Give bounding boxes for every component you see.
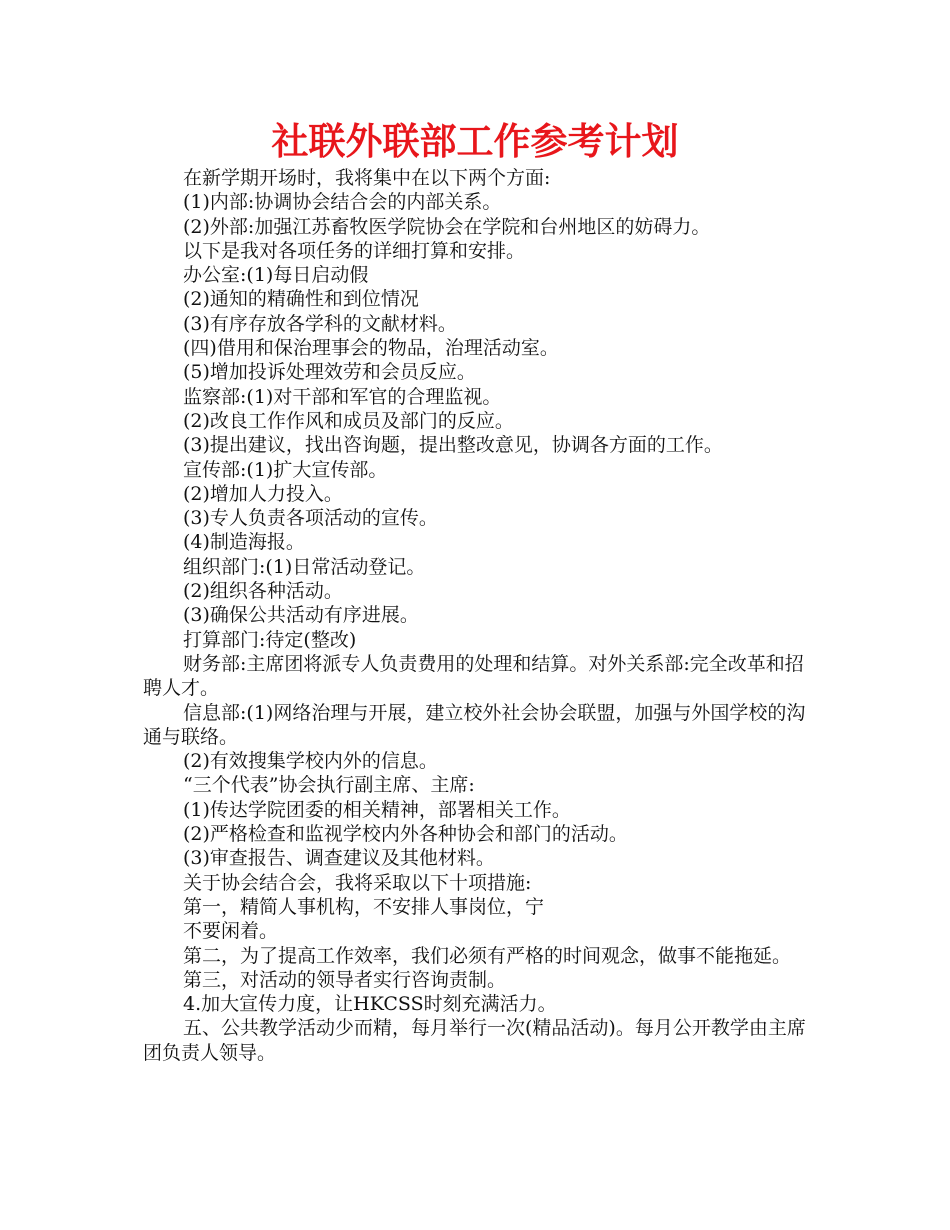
paragraph: (2)增加人力投入。 xyxy=(183,482,343,505)
paragraph: 信息部:(1)网络治理与开展，建立校外社会协会联盟，加强与外国学校的沟通与联络。 xyxy=(143,701,806,748)
paragraph: (四)借用和保治理事会的物品，治理活动室。 xyxy=(183,337,559,360)
paragraph: (3)提出建议，找出咨询题，提出整改意见，协调各方面的工作。 xyxy=(183,434,723,457)
paragraph: (3)专人负责各项活动的宣传。 xyxy=(183,507,438,530)
paragraph: (3)确保公共活动有序进展。 xyxy=(183,604,419,627)
paragraph: 宣传部:(1)扩大宣传部。 xyxy=(183,458,388,481)
paragraph: 打算部门:待定(整改) xyxy=(183,628,357,651)
paragraph: (2)组织各种活动。 xyxy=(183,580,343,603)
paragraph: 不要闲着。 xyxy=(183,920,279,943)
paragraph: (3)审查报告、调查建议及其他材料。 xyxy=(183,847,495,870)
paragraph: 监察部:(1)对干部和军官的合理监视。 xyxy=(183,385,502,408)
paragraph: 4.加大宣传力度，让HKCSS时刻充满活力。 xyxy=(183,993,557,1016)
document-title: 社联外联部工作参考计划 xyxy=(271,120,679,163)
paragraph: (2)改良工作作风和成员及部门的反应。 xyxy=(183,409,514,432)
paragraph: 以下是我对各项任务的详细打算和安排。 xyxy=(183,239,526,262)
paragraph: (1)传达学院团委的相关精神，部署相关工作。 xyxy=(183,798,571,821)
paragraph: (3)有序存放各学科的文献材料。 xyxy=(183,312,457,335)
paragraph: (2)严格检查和监视学校内外各种协会和部门的活动。 xyxy=(183,823,628,846)
paragraph: (5)增加投诉处理效劳和会员反应。 xyxy=(183,361,476,384)
paragraph: 五、公共教学活动少而精，每月举行一次(精品活动)。每月公开教学由主席团负责人领导。 xyxy=(143,1017,806,1064)
paragraph: “三个代表”协会执行副主席、主席: xyxy=(183,774,475,797)
paragraph: 第一，精简人事机构，不安排人事岗位，宁 xyxy=(183,895,545,918)
paragraph: (1)内部:协调协会结合会的内部关系。 xyxy=(183,191,502,214)
paragraph: 关于协会结合会，我将采取以下十项措施: xyxy=(183,871,532,894)
paragraph: 第三，对活动的领导者实行咨询责制。 xyxy=(183,968,507,991)
document-body xyxy=(143,166,815,1065)
paragraph: (2)外部:加强江苏畜牧医学院协会在学院和台州地区的妨碍力。 xyxy=(183,215,711,238)
paragraph: 第二，为了提高工作效率，我们必须有严格的时间观念，做事不能拖延。 xyxy=(183,944,792,967)
paragraph: 在新学期开场时，我将集中在以下两个方面: xyxy=(183,167,551,189)
paragraph: 办公室:(1)每日启动假 xyxy=(183,264,369,287)
paragraph: (2)通知的精确性和到位情况 xyxy=(183,288,419,311)
paragraph: 组织部门:(1)日常活动登记。 xyxy=(183,555,426,578)
paragraph: 财务部:主席团将派专人负责费用的处理和结算。对外关系部:完全改革和招聘人才。 xyxy=(143,652,804,700)
paragraph: (4)制造海报。 xyxy=(183,531,305,554)
paragraph: (2)有效搜集学校内外的信息。 xyxy=(183,750,438,773)
